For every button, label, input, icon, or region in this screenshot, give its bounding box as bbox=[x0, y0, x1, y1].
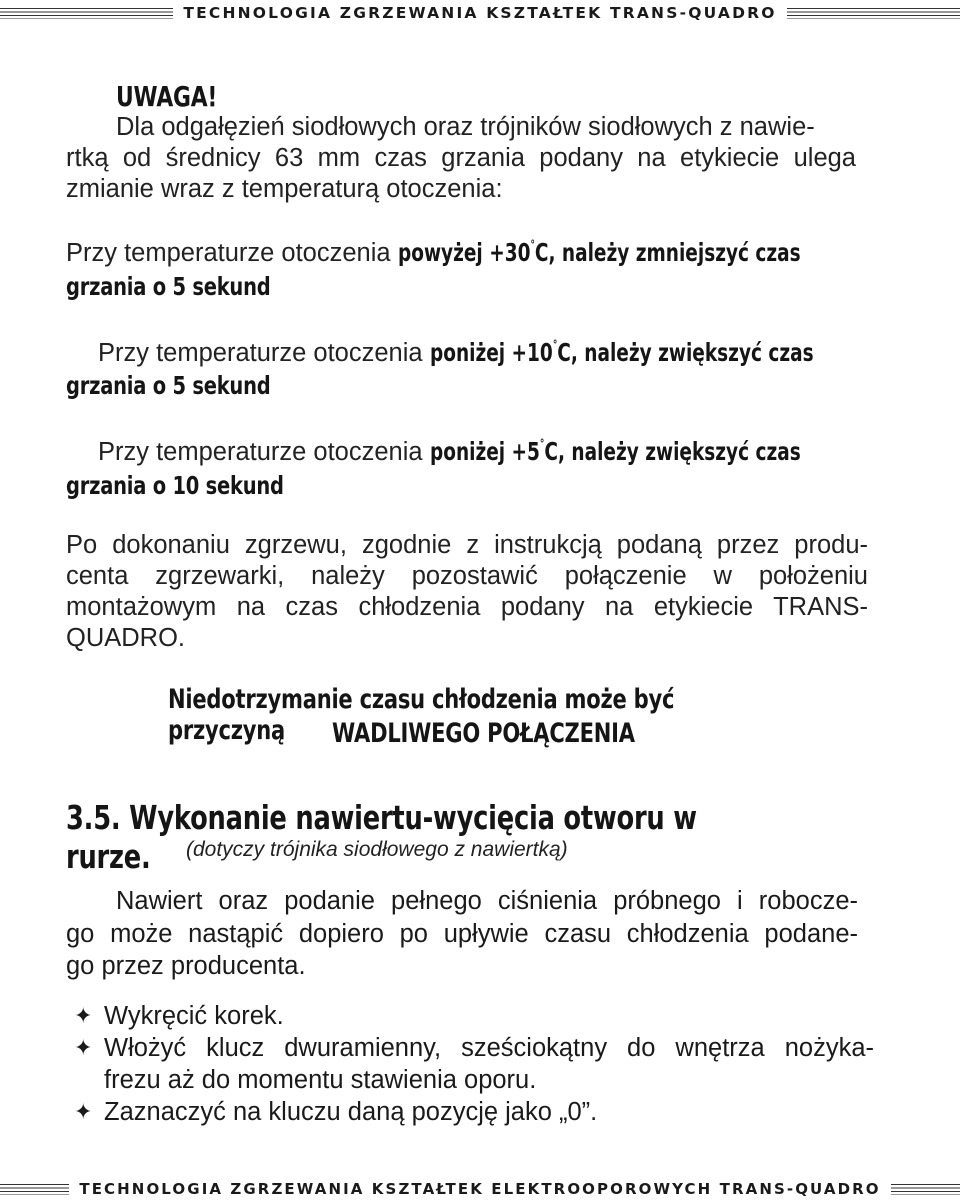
cooling-line-3: montażowym na czas chłodzenia podany na etykiecie TRANS- bbox=[66, 593, 868, 621]
star-bullet-icon: ✦ bbox=[74, 1003, 93, 1028]
footer-rule-right bbox=[891, 1184, 960, 1195]
section-title-text: 3.5. Wykonanie nawiertu-wycięcia otworu w rurze. bbox=[66, 798, 697, 876]
star-bullet-icon: ✦ bbox=[74, 1099, 93, 1124]
condition-3-prefix: Przy temperaturze otoczenia bbox=[98, 438, 423, 466]
step-2 bbox=[74, 1032, 874, 1096]
condition-2 bbox=[98, 338, 898, 368]
warning-heading bbox=[116, 80, 246, 113]
section-line-1: Nawiert oraz podanie pełnego ciśnienia próbnego i robocze- bbox=[116, 887, 858, 915]
page-header bbox=[0, 2, 960, 24]
step-2-text-line-1: Włożyć klucz dwuramienny, sześciokątny do wnętrza nożyka- bbox=[104, 1034, 874, 1062]
cooling-warning-line-2 bbox=[332, 718, 720, 749]
warning-heading-text: UWAGA! bbox=[116, 80, 218, 113]
condition-2-action: C, należy zwiększyć czas bbox=[556, 338, 814, 367]
section-line-2: go może nastąpić dopiero po upływie czasu chłodzenia podane- bbox=[66, 919, 858, 948]
condition-2-line2-text: grzania o 5 sekund bbox=[66, 371, 271, 400]
cooling-line-4: QUADRO. bbox=[66, 624, 186, 652]
warning-line-2: rtką od średnicy 63 mm czas grzania podany na etykiecie ulega bbox=[66, 144, 856, 172]
step-3 bbox=[74, 1096, 874, 1128]
section-subtitle: (dotyczy trójnika siodłowego z nawiertką) bbox=[186, 838, 568, 861]
cooling-line-1: Po dokonaniu zgrzewu, zgodnie z instrukcją podaną przez produ- bbox=[66, 531, 868, 559]
section-title bbox=[66, 798, 960, 876]
section-paragraph bbox=[66, 885, 858, 983]
page-footer bbox=[0, 1178, 960, 1200]
header-title: TECHNOLOGIA ZGRZEWANIA KSZTAŁTEK TRANS-QUADRO bbox=[183, 4, 777, 22]
steps-list bbox=[74, 1000, 874, 1128]
header-rule-right bbox=[787, 8, 960, 19]
condition-1-line2 bbox=[66, 272, 328, 302]
condition-1-prefix: Przy temperaturze otoczenia bbox=[66, 239, 391, 267]
header-rule-left bbox=[0, 8, 173, 19]
condition-3-line2-text: grzania o 10 sekund bbox=[66, 471, 284, 500]
condition-1-action: C, należy zmniejszyć czas bbox=[534, 238, 801, 267]
degree-symbol: ° bbox=[539, 437, 545, 451]
section-line-3: go przez producenta. bbox=[66, 952, 306, 980]
step-1 bbox=[74, 1000, 874, 1032]
cooling-warning-text-2: WADLIWEGO POŁĄCZENIA bbox=[332, 718, 635, 749]
footer-title: TECHNOLOGIA ZGRZEWANIA KSZTAŁTEK ELEKTROOPOROWYCH TRANS-QUADRO bbox=[79, 1180, 881, 1198]
cooling-paragraph bbox=[66, 530, 868, 654]
step-3-text: Zaznaczyć na kluczu daną pozycję jako „0”. bbox=[104, 1098, 598, 1126]
condition-2-value: poniżej +10 bbox=[429, 338, 553, 367]
cooling-warning-text-1: Niedotrzymanie czasu chłodzenia może być przyczyną bbox=[168, 684, 675, 746]
condition-2-bold bbox=[430, 338, 814, 367]
condition-1-value: powyżej +30 bbox=[397, 238, 531, 267]
condition-2-line2 bbox=[66, 371, 328, 401]
condition-2-prefix: Przy temperaturze otoczenia bbox=[98, 339, 423, 367]
footer-rule-left bbox=[0, 1184, 69, 1195]
star-bullet-icon: ✦ bbox=[74, 1035, 93, 1060]
condition-1 bbox=[66, 238, 866, 268]
condition-1-line2-text: grzania o 5 sekund bbox=[66, 272, 271, 301]
condition-3-value: poniżej +5 bbox=[429, 437, 540, 466]
step-2-text-line-2: frezu aż do momentu stawienia oporu. bbox=[104, 1066, 537, 1094]
condition-3-bold bbox=[430, 437, 801, 466]
condition-3-line2 bbox=[66, 471, 345, 501]
condition-3-action: C, należy zwiększyć czas bbox=[544, 437, 801, 466]
step-1-text: Wykręcić korek. bbox=[104, 1002, 284, 1030]
degree-symbol: ° bbox=[530, 238, 535, 252]
condition-1-bold bbox=[398, 238, 801, 267]
warning-paragraph bbox=[66, 112, 856, 205]
cooling-line-2: centa zgrzewarki, należy pozostawić połączenie w położeniu bbox=[66, 562, 868, 590]
condition-3 bbox=[98, 437, 898, 467]
warning-line-1: Dla odgałęzień siodłowych oraz trójników siodłowych z nawie- bbox=[116, 113, 815, 141]
warning-line-3: zmianie wraz z temperaturą otoczenia: bbox=[66, 175, 503, 203]
degree-symbol: ° bbox=[552, 338, 557, 352]
